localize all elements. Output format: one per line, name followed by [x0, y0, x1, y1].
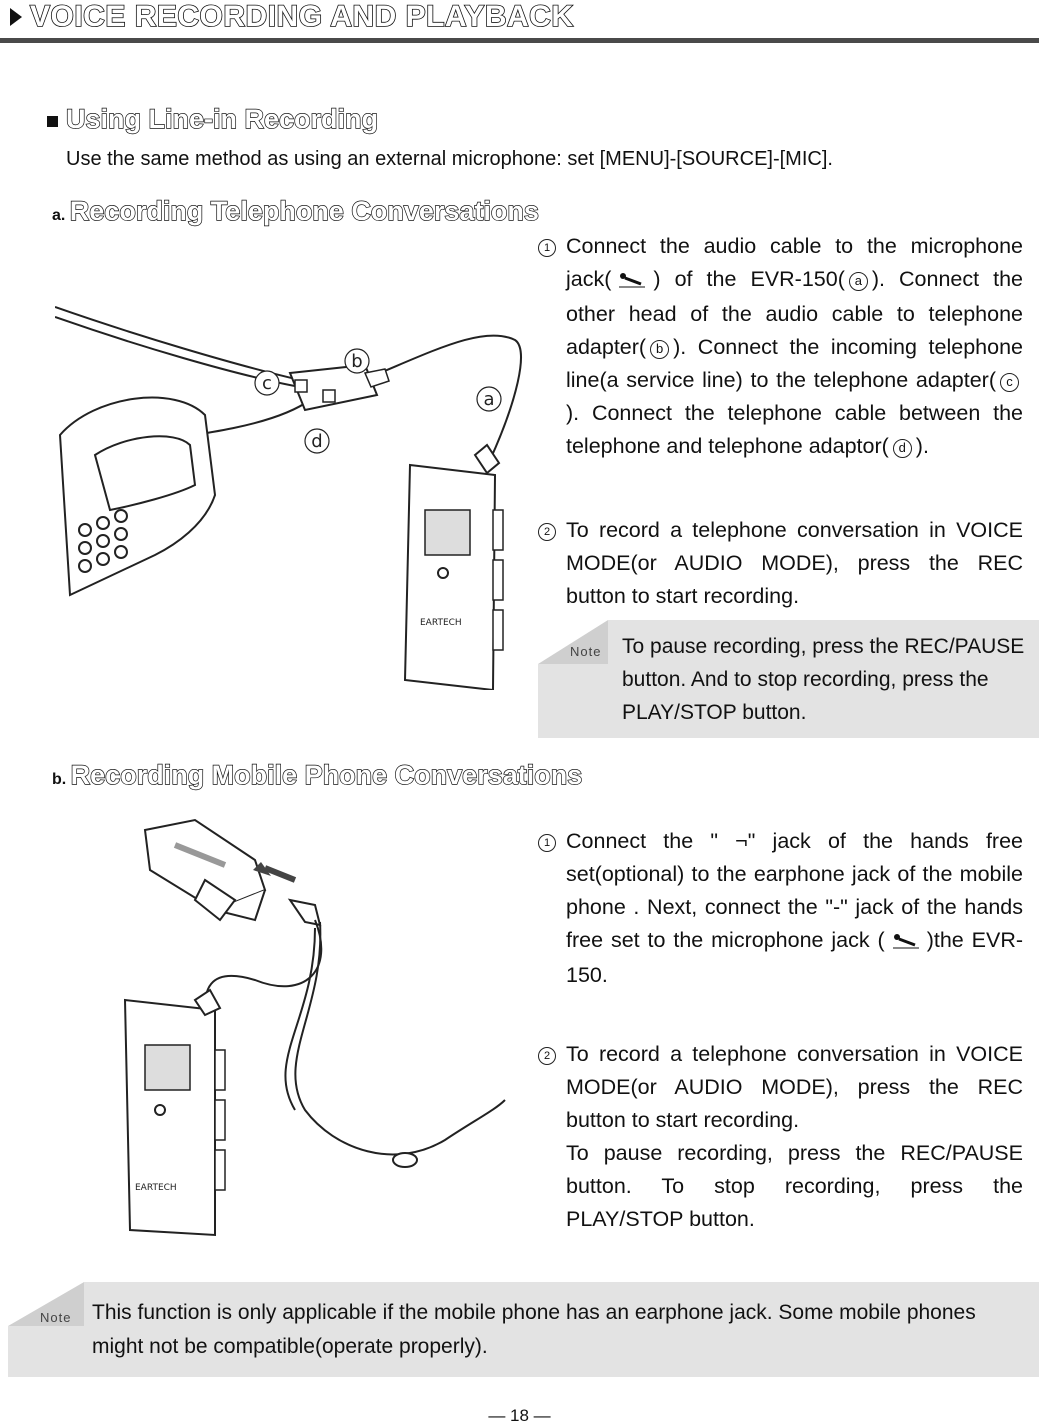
step-number-badge: 2 [538, 523, 556, 541]
microphone-icon [891, 926, 921, 959]
subsection-b-heading [52, 760, 582, 791]
diagram-label-b: b [351, 351, 363, 372]
subsection-b-title: Recording Mobile Phone Conversations [70, 760, 583, 790]
hands-free-earpiece [393, 1153, 417, 1167]
bottom-note-box [8, 1282, 1039, 1377]
note-label: Note [570, 644, 602, 659]
square-bullet-icon [47, 116, 58, 127]
recorder-brand: EARTECH [420, 618, 462, 628]
mobile-phone-recording-illustration [65, 810, 510, 1240]
hands-free-cable [205, 920, 321, 1010]
diagram-label-a: a [483, 389, 495, 410]
part-a-step-2 [538, 514, 1023, 614]
circled-letter-d: d [893, 439, 912, 458]
diagram-label-d: d [311, 431, 323, 452]
note-label: Note [40, 1310, 72, 1325]
part-b-step-2-text: To record a telephone conversation in VOICE MODE(or AUDIO MODE), press the REC button to start recording. To pause recording, press the REC/PAUSE button. To stop recording, press the PLAY/STOP button. [566, 1042, 1023, 1231]
part-b-step-2 [538, 1038, 1023, 1238]
page-title: VOICE RECORDING AND PLAYBACK [30, 0, 574, 33]
circled-letter-a: a [849, 272, 868, 291]
part-a-step-2-text: To record a telephone conversation in VOICE MODE(or AUDIO MODE), press the REC button to start recording. [566, 518, 1023, 608]
incoming-line-cable [55, 307, 300, 380]
page-number: — 18 — [488, 1406, 551, 1425]
part-a-step-1 [538, 230, 1023, 500]
subsection-a-heading [52, 196, 539, 227]
evr-150-recorder [405, 465, 503, 690]
subsection-a-prefix: a. [52, 207, 66, 224]
microphone-icon [617, 265, 647, 298]
part-a-note-box [538, 620, 1039, 738]
circled-letter-c: c [1000, 373, 1019, 392]
header-arrow-icon [10, 8, 22, 26]
diagram-label-c: c [262, 373, 272, 394]
evr-150-recorder [125, 1000, 225, 1235]
telephone-recording-illustration [55, 295, 525, 690]
section-intro: Use the same method as using an external microphone: set [MENU]-[SOURCE]-[MIC]. [66, 148, 833, 170]
part-b-step-1-text: Connect the " ¬" jack of the hands free set(optional) to the earphone jack of the mobile phone . Next, connect the "-" jack of the hands free set to the microphone jack ( )the EVR-150. [566, 829, 1024, 987]
circled-letter-b: b [650, 340, 669, 359]
bottom-note-text: This function is only applicable if the mobile phone has an earphone jack. Some mobile phones might not be compatible(operate properly). [92, 1301, 976, 1358]
step-number-badge: 1 [538, 834, 556, 852]
telephone-adapter [290, 365, 389, 410]
section-title: Using Line-in Recording [66, 104, 379, 134]
telephone-set [60, 398, 215, 595]
part-b-step-1 [538, 825, 1023, 995]
recorder-brand: EARTECH [135, 1183, 177, 1193]
mobile-phone [145, 820, 265, 920]
part-a-note-text: To pause recording, press the REC/PAUSE button. And to stop recording, press the PLAY/STOP button. [622, 635, 1025, 724]
subsection-a-title: Recording Telephone Conversations [69, 196, 539, 226]
step-number-badge: 2 [538, 1047, 556, 1065]
subsection-b-prefix: b. [52, 771, 67, 788]
step-number-badge: 1 [538, 239, 556, 257]
part-a-step-1-text: Connect the audio cable to the microphone jack( ) of the EVR-150( a ). Connect the other head of the audio cable to telephone adapter( b ). Connect the incoming telephone line(a service line) to the telephone adapter( c). Connect the telephone cable between the telephone and telephone adaptor( d ). [566, 234, 1024, 458]
header-rule [0, 38, 1039, 43]
